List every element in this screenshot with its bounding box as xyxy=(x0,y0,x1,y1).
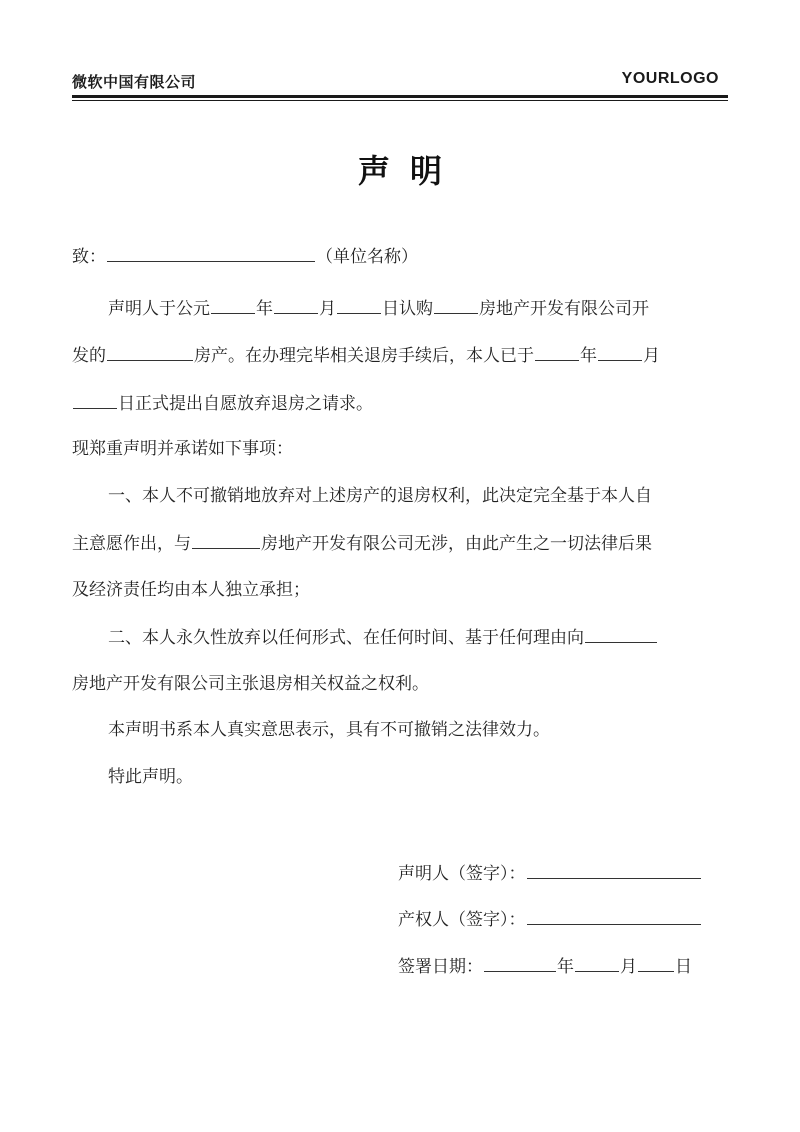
addressee-prefix: 致： xyxy=(72,247,106,267)
paragraph1-line1 xyxy=(108,297,649,320)
text-segment: 房地产开发有限公司无涉，由此产生之一切法律后果 xyxy=(261,534,652,554)
request-year-blank[interactable] xyxy=(535,344,579,361)
item1-line2 xyxy=(72,532,652,555)
text-segment: 主意愿作出，与 xyxy=(72,534,191,554)
declarant-signature-row xyxy=(398,859,702,884)
developer-name-blank[interactable] xyxy=(434,297,478,314)
text-segment: 声明人于公元 xyxy=(108,299,210,319)
addressee-line xyxy=(72,245,418,268)
declarant-signature-label: 声明人（签字）： xyxy=(398,864,526,884)
item2-line2: 房地产开发有限公司主张退房相关权益之权利。 xyxy=(72,674,429,694)
item1-line1: 一、本人不可撤销地放弃对上述房产的退房权利，此决定完全基于本人自 xyxy=(108,486,652,506)
purchase-year-blank[interactable] xyxy=(211,297,255,314)
request-month-blank[interactable] xyxy=(598,344,642,361)
owner-signature-field[interactable] xyxy=(527,908,701,925)
owner-signature-row xyxy=(398,905,702,930)
sign-month-field[interactable] xyxy=(575,955,619,972)
declaration-intro: 现郑重声明并承诺如下事项： xyxy=(72,439,293,459)
text-segment: 月 xyxy=(620,957,637,977)
text-segment: 日 xyxy=(675,957,692,977)
text-segment: 日正式提出自愿放弃退房之请求。 xyxy=(118,394,373,414)
statement-line: 本声明书系本人真实意思表示，具有不可撤销之法律效力。 xyxy=(108,720,550,740)
sign-date-label: 签署日期： xyxy=(398,957,483,977)
company-name: 微软中国有限公司 xyxy=(72,73,197,91)
text-segment: 房地产开发有限公司开 xyxy=(479,299,649,319)
sign-day-field[interactable] xyxy=(638,955,674,972)
text-segment: 二、本人永久性放弃以任何形式、在任何时间、基于任何理由向 xyxy=(108,628,584,648)
text-segment: 房产。在办理完毕相关退房手续后，本人已于 xyxy=(194,346,534,366)
text-segment: 年 xyxy=(557,957,574,977)
item2-line1 xyxy=(108,626,658,649)
sign-year-field[interactable] xyxy=(484,955,556,972)
purchase-month-blank[interactable] xyxy=(274,297,318,314)
request-day-blank[interactable] xyxy=(73,392,117,409)
text-segment: 年 xyxy=(580,346,597,366)
item2-company-blank[interactable] xyxy=(585,626,657,643)
text-segment: 年 xyxy=(256,299,273,319)
paragraph1-line2 xyxy=(72,344,660,367)
text-segment: 月 xyxy=(643,346,660,366)
declarant-signature-field[interactable] xyxy=(527,862,701,879)
item1-company-blank[interactable] xyxy=(192,532,260,549)
addressee-blank[interactable] xyxy=(107,245,315,262)
item1-line3: 及经济责任均由本人独立承担； xyxy=(72,580,310,600)
company-logo: YOURLOGO xyxy=(621,70,719,87)
purchase-day-blank[interactable] xyxy=(337,297,381,314)
paragraph1-line3 xyxy=(72,392,373,415)
sign-date-row xyxy=(398,952,692,977)
property-blank[interactable] xyxy=(107,344,193,361)
closing-line: 特此声明。 xyxy=(108,767,193,787)
header-divider-thick xyxy=(72,95,728,98)
addressee-suffix: （单位名称） xyxy=(316,247,418,267)
text-segment: 月 xyxy=(319,299,336,319)
document-title: 声明 xyxy=(357,152,462,190)
owner-signature-label: 产权人（签字）： xyxy=(398,910,526,930)
text-segment: 日认购 xyxy=(382,299,433,319)
text-segment: 发的 xyxy=(72,346,106,366)
header-divider-thin xyxy=(72,100,728,101)
